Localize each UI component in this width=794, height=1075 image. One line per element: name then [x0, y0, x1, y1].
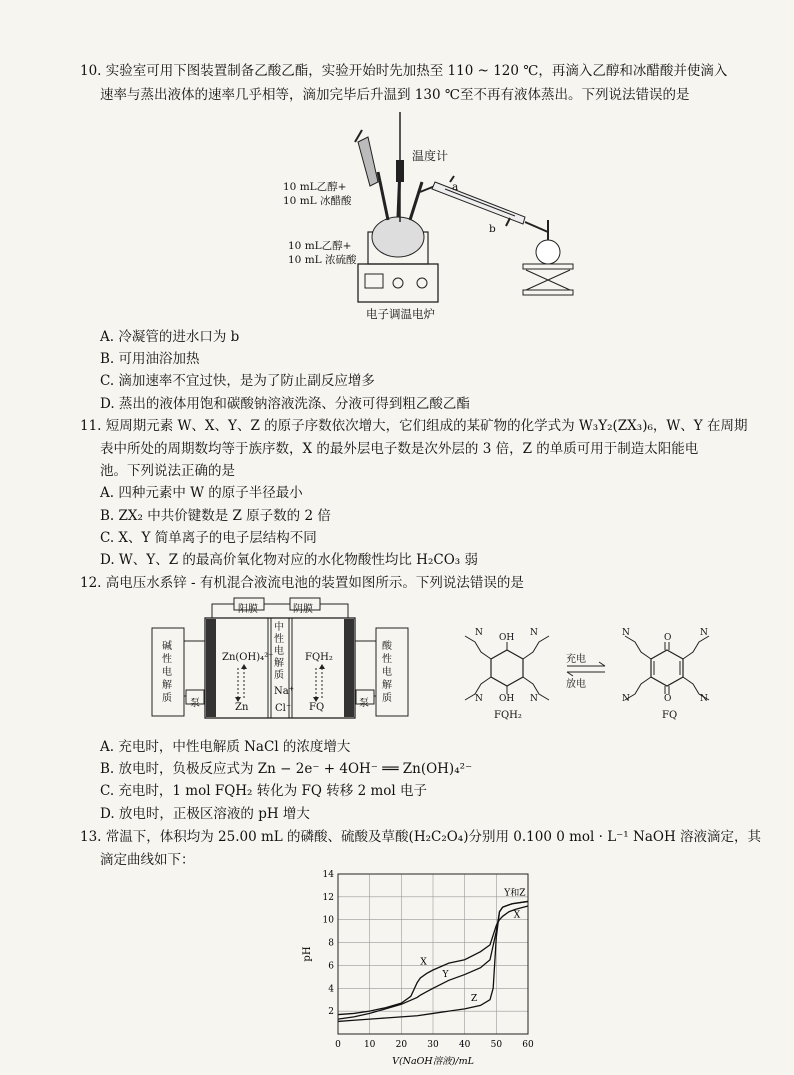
q13-stem-line1: 13. 常温下，体积均为 25.00 mL 的磷酸、硫酸及草酸(H₂C₂O₄)分别用 0.100 0 mol · L⁻¹ NaOH 溶液滴定，其 [80, 829, 762, 845]
q11-stem-line1: 11. 短周期元素 W、X、Y、Z 的原子序数依次增大，它们组成的某矿物的化学式为 W₃Y₂(ZX₃)₆，W、Y 在周期 [80, 418, 748, 434]
thermometer-label: 温度计 [412, 149, 449, 163]
ester-apparatus-figure [270, 112, 600, 327]
q12-option-c: C. 充电时，1 mol FQH₂ 转化为 FQ 转移 2 mol 电子 [100, 783, 427, 799]
fq-caption: FQ [662, 710, 678, 721]
x-tick-label: 50 [490, 1040, 503, 1050]
q10-option-a: A. 冷凝管的进水口为 b [100, 329, 240, 345]
right-electrolyte-label: 酸 性 电 解 质 [382, 641, 392, 704]
q12-stem-line1: 12. 高电压水系锌 - 有机混合液流电池的装置如图所示。下列说法错误的是 [80, 575, 524, 591]
x-axis-label: V(NaOH溶液)/mL [392, 1056, 474, 1067]
q11-option-a: A. 四种元素中 W 的原子半径最小 [100, 485, 303, 501]
fq-top-o: O [664, 633, 672, 643]
fqh2-bottom-oh: OH [499, 694, 515, 704]
y-axis-label: pH [302, 946, 313, 962]
cation-membrane-label: 阴膜 [293, 604, 313, 615]
q11-option-b: B. ZX₂ 中共价键数是 Z 原子数的 2 倍 [100, 508, 331, 524]
series-label-x-upper: X [513, 910, 521, 921]
q10-option-b: B. 可用油浴加热 [100, 351, 200, 367]
left-pump-label: 泵 [190, 698, 200, 709]
fq-n4: N [700, 694, 708, 704]
series-label-y: Y [442, 969, 449, 980]
q11-option-c: C. X、Y 简单离子的电子层结构不同 [100, 530, 317, 546]
left-electrolyte-label: 碱 性 电 解 质 [162, 641, 172, 704]
fqh2-n1: N [475, 628, 483, 638]
fq-bottom-o: O [664, 694, 672, 704]
zinc-label: Zn [235, 702, 249, 713]
x-tick-label: 0 [335, 1040, 341, 1050]
y-tick-label: 12 [322, 892, 334, 903]
fq-n2: N [700, 628, 708, 638]
dropping-reagent-label-1: 10 mL乙醇+ [283, 181, 347, 193]
q12-option-b: B. 放电时，负极反应式为 Zn − 2e⁻ + 4OH⁻ ══ Zn(OH)₄²⁻ [100, 761, 473, 777]
fqh2-n3: N [475, 694, 483, 704]
dropping-reagent-label-2: 10 mL 冰醋酸 [283, 195, 352, 207]
series-label-x: X [420, 957, 427, 968]
q10-stem-line2: 速率与蒸出液体的速率几乎相等，滴加完毕后升温到 130 ℃至不再有液体蒸出。下列说法错误的是 [100, 87, 690, 103]
q11-option-d: D. W、Y、Z 的最高价氧化物对应的水化物酸性均比 H₂CO₃ 弱 [100, 552, 478, 568]
q10-stem-line1: 10. 实验室可用下图装置制备乙酸乙酯，实验开始时先加热至 110 ~ 120 ℃，再滴入乙醇和冰醋酸并使滴入 [80, 63, 728, 79]
fqh2-n2: N [530, 628, 538, 638]
middle-electrolyte-label: 中 性 电 解 质 [274, 622, 284, 681]
series-label-z: Z [471, 993, 478, 1004]
charge-label: 充电 [566, 654, 586, 665]
fq-n1: N [622, 628, 630, 638]
y-tick-label: 6 [328, 961, 334, 972]
fqh2-caption: FQH₂ [494, 710, 522, 721]
x-tick-label: 30 [427, 1040, 439, 1050]
fq-cell-label: FQ [309, 702, 325, 713]
y-tick-label: 14 [322, 870, 334, 880]
q12-option-a: A. 充电时，中性电解质 NaCl 的浓度增大 [100, 739, 351, 755]
flask-reagent-label-2: 10 mL 浓硫酸 [288, 254, 357, 266]
y-tick-label: 10 [322, 915, 334, 926]
x-tick-label: 60 [522, 1040, 534, 1050]
hot-plate-caption: 电子调温电炉 [366, 307, 435, 321]
chloride-ion-label: Cl⁻ [275, 703, 292, 714]
fq-n3: N [622, 694, 630, 704]
fqh2-top-oh: OH [499, 633, 515, 643]
x-tick-label: 20 [395, 1040, 408, 1050]
sodium-ion-label: Na⁺ [274, 686, 294, 697]
q11-stem-line3: 池。下列说法正确的是 [100, 463, 235, 479]
q12-option-d: D. 放电时，正极区溶液的 pH 增大 [100, 806, 310, 822]
discharge-label: 放电 [566, 679, 586, 690]
zincate-label: Zn(OH)₄²⁻ [222, 652, 274, 663]
fqh2-n4: N [530, 694, 538, 704]
x-tick-label: 10 [363, 1040, 376, 1050]
right-pump-label: 泵 [359, 698, 369, 709]
y-tick-label: 8 [328, 938, 334, 949]
y-tick-label: 2 [328, 1007, 334, 1018]
q13-stem-line2: 滴定曲线如下： [100, 852, 195, 868]
titration-curve-chart [296, 866, 541, 1071]
q10-option-c: C. 滴加速率不宜过快，是为了防止副反应增多 [100, 373, 375, 389]
anion-membrane-label: 阳膜 [238, 604, 258, 615]
flask-reagent-label-1: 10 mL乙醇+ [288, 240, 352, 252]
q11-stem-line2: 表中所处的周期数均等于族序数，X 的最外层电子数是次外层的 3 倍，Z 的单质可用于制造太阳能电 [100, 441, 699, 457]
x-tick-label: 40 [458, 1040, 471, 1050]
condenser-port-b-label: b [489, 223, 496, 235]
y-tick-label: 4 [328, 984, 334, 995]
fqh2-cell-label: FQH₂ [305, 652, 333, 663]
q10-option-d: D. 蒸出的液体用饱和碳酸钠溶液洗涤、分液可得到粗乙酸乙酯 [100, 396, 470, 412]
condenser-port-a-label: a [452, 181, 459, 193]
series-label-yz: Y和Z [504, 888, 526, 899]
